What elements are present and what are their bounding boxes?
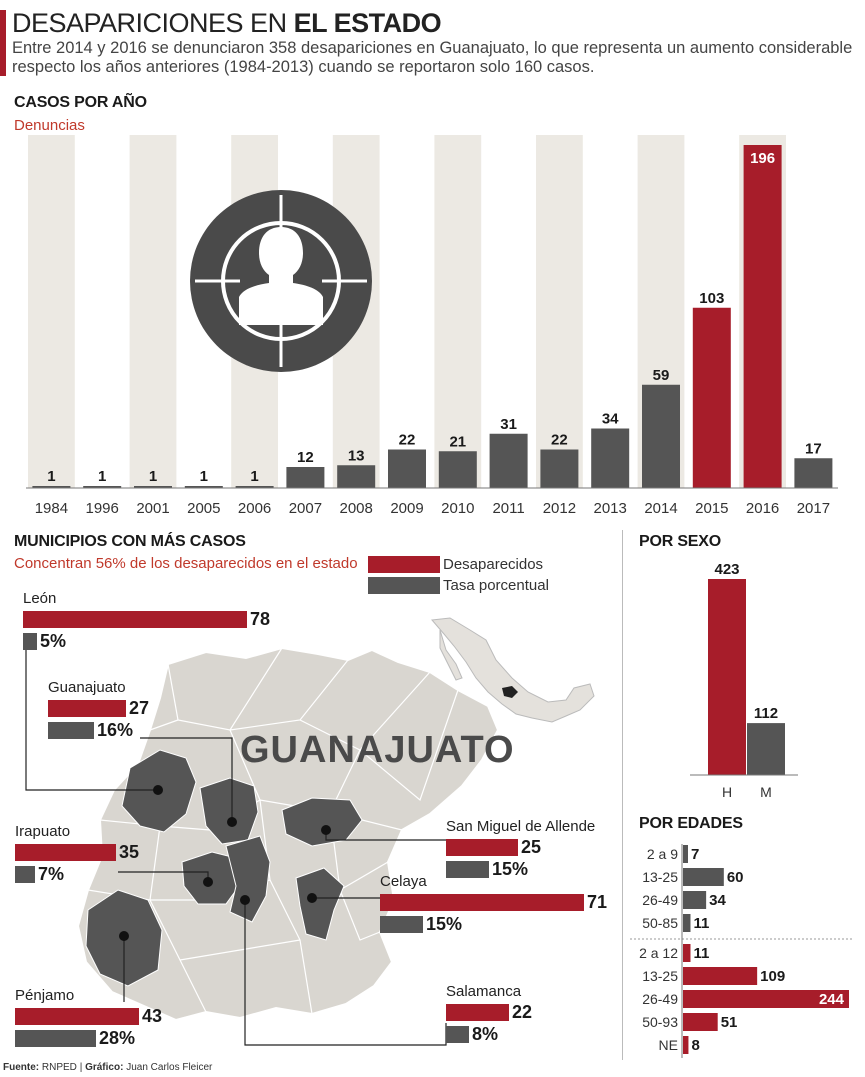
desaparecidos-bar (446, 839, 518, 856)
age-tick-label: 26-49 (642, 991, 678, 1007)
age-chart-title: POR EDADES (639, 815, 743, 832)
callout-name: San Miguel de Allende (446, 818, 596, 835)
year-bar-2016 (744, 145, 782, 488)
desaparecidos-value: 71 (587, 892, 608, 912)
callout-name: Irapuato (15, 823, 71, 840)
desaparecidos-bar (15, 844, 116, 861)
tasa-bar (15, 1030, 96, 1047)
age-tick-label: 13-25 (642, 968, 678, 984)
tasa-value: 28% (99, 1028, 136, 1048)
tasa-value: 8% (472, 1024, 499, 1044)
tasa-value: 15% (426, 914, 463, 934)
year-bar-2013 (591, 429, 629, 489)
tasa-value: 7% (38, 864, 65, 884)
year-tick-label: 2005 (187, 500, 221, 517)
accent-bar (0, 10, 6, 76)
year-band (28, 135, 75, 488)
legend-label-tasa: Tasa porcentual (443, 577, 549, 594)
year-tick-label: 1984 (34, 500, 69, 517)
year-bar-2017 (794, 458, 832, 488)
sex-bar-chart (622, 555, 865, 805)
year-value-label: 1 (98, 468, 107, 485)
year-value-label: 17 (805, 440, 822, 458)
year-value-label: 1 (47, 468, 56, 485)
sex-bar-H (708, 579, 746, 775)
age-bar (683, 944, 690, 962)
age-tick-label: 2 a 12 (639, 945, 678, 961)
sex-chart-title: POR SEXO (639, 533, 721, 550)
year-value-label: 31 (500, 415, 517, 433)
callout-penjamo (15, 987, 162, 1051)
desaparecidos-value: 27 (129, 698, 150, 718)
year-value-label: 1 (199, 468, 208, 485)
year-value-label: 21 (449, 433, 467, 451)
year-value-label: 1 (148, 468, 158, 485)
age-tick-label: 50-93 (642, 1014, 678, 1030)
tasa-bar (380, 916, 423, 933)
desaparecidos-value: 78 (250, 609, 271, 629)
age-tick-label: NE (658, 1037, 678, 1053)
year-value-label: 196 (750, 150, 776, 167)
tasa-bar (446, 1026, 469, 1043)
desaparecidos-bar (446, 1004, 509, 1021)
year-tick-label: 2017 (796, 500, 831, 517)
sex-tick-label: H (721, 784, 733, 800)
age-bar (683, 868, 724, 886)
age-value-label: 60 (726, 869, 744, 886)
callout-guanajuato (48, 679, 149, 743)
age-bar (683, 891, 706, 909)
callout-name: León (23, 590, 57, 607)
yearly-bar-chart (0, 135, 865, 525)
year-value-label: 103 (699, 289, 725, 307)
desaparecidos-value: 35 (119, 842, 140, 862)
age-value-label: 11 (693, 945, 710, 962)
year-band (130, 135, 177, 488)
callout-name: Salamanca (446, 983, 522, 1000)
year-bar-2011 (490, 434, 528, 488)
callout-irapuato (15, 823, 139, 887)
callout-name: Pénjamo (15, 987, 75, 1004)
year-value-label: 59 (652, 366, 670, 384)
year-bar-2008 (337, 465, 375, 488)
year-bar-2015 (693, 308, 731, 488)
tasa-value: 5% (40, 631, 67, 651)
age-bar (683, 967, 757, 985)
legend-label-desaparecidos: Desaparecidos (443, 556, 544, 573)
callout-name: Celaya (380, 873, 427, 890)
year-tick-label: 2008 (339, 500, 373, 517)
sex-value-label: 112 (753, 705, 779, 723)
age-bar (683, 1036, 688, 1054)
year-tick-label: 2009 (390, 500, 424, 517)
year-tick-label: 2010 (441, 500, 475, 517)
map-state-label: GUANAJUATO (240, 729, 515, 771)
sex-tick-label: M (760, 784, 772, 800)
year-tick-label: 2007 (288, 500, 323, 517)
year-tick-label: 1996 (85, 500, 119, 517)
age-tick-label: 2 a 9 (646, 846, 678, 862)
age-tick-label: 26-49 (642, 892, 678, 908)
yearly-chart-subtitle: Denuncias (14, 117, 85, 134)
age-value-label: 244 (818, 991, 844, 1008)
year-tick-label: 2015 (695, 500, 729, 517)
age-bar (683, 845, 688, 863)
municipios-subtitle: Concentran 56% de los desaparecidos en el estado (14, 555, 358, 572)
age-value-label: 8 (691, 1037, 700, 1054)
callout-salamanca (446, 983, 532, 1047)
callout-celaya (380, 873, 607, 937)
year-bar-2007 (286, 467, 324, 488)
year-tick-label: 2006 (237, 500, 272, 517)
year-value-label: 22 (551, 431, 568, 449)
year-value-label: 12 (297, 449, 314, 466)
year-tick-label: 2001 (136, 500, 170, 517)
tasa-bar (48, 722, 94, 739)
desaparecidos-bar (15, 1008, 139, 1025)
tasa-bar (15, 866, 35, 883)
source-credit: Fuente: RNPED | Gráfico: Juan Carlos Fleicer (3, 1062, 213, 1073)
desaparecidos-value: 43 (142, 1006, 163, 1026)
age-value-label: 7 (691, 846, 700, 863)
age-bar (683, 914, 690, 932)
age-bar (683, 1013, 718, 1031)
age-value-label: 34 (709, 892, 726, 909)
legend-swatch-gray (368, 577, 440, 594)
age-tick-label: 13-25 (642, 869, 678, 885)
year-tick-label: 2012 (542, 500, 577, 517)
year-tick-label: 2011 (492, 500, 525, 517)
tasa-value: 15% (492, 859, 529, 879)
age-tick-label: 50-85 (642, 915, 678, 931)
year-value-label: 22 (398, 431, 416, 449)
age-value-label: 11 (693, 915, 710, 932)
municipios-legend (368, 554, 549, 596)
crosshair-person-icon (190, 190, 372, 372)
year-tick-label: 2016 (745, 500, 780, 517)
page-subtitle: Entre 2014 y 2016 se denunciaron 358 desapariciones en Guanajuato, lo que representa un aumento considerable respecto los años anteriores (1984-2013) cuando se reportaron solo 160 casos. (12, 39, 853, 76)
legend-swatch-red (368, 556, 440, 573)
callout-name: Guanajuato (48, 679, 126, 696)
year-value-label: 1 (250, 468, 259, 485)
year-tick-label: 2013 (593, 500, 627, 517)
year-bar-2014 (642, 385, 680, 488)
tasa-bar (23, 633, 37, 650)
year-bar-2012 (540, 450, 578, 489)
desaparecidos-bar (48, 700, 126, 717)
age-bar-chart (622, 840, 865, 1060)
callout-leon (23, 590, 270, 654)
desaparecidos-value: 22 (512, 1002, 533, 1022)
sex-value-label: 423 (714, 561, 740, 578)
desaparecidos-bar (23, 611, 247, 628)
yearly-chart-title: CASOS POR AÑO (14, 94, 147, 111)
age-value-label: 109 (760, 968, 786, 985)
page-title: DESAPARICIONES EN EL ESTADO (12, 8, 442, 38)
year-value-label: 34 (601, 410, 619, 428)
year-value-label: 13 (347, 447, 365, 465)
desaparecidos-value: 25 (521, 837, 542, 857)
desaparecidos-bar (380, 894, 584, 911)
sex-bar-M (747, 723, 785, 775)
year-bar-2010 (439, 451, 477, 488)
year-tick-label: 2014 (644, 500, 678, 517)
year-bar-2009 (388, 450, 426, 489)
municipios-title: MUNICIPIOS CON MÁS CASOS (14, 533, 246, 550)
age-value-label: 51 (720, 1014, 738, 1031)
tasa-value: 16% (97, 720, 134, 740)
